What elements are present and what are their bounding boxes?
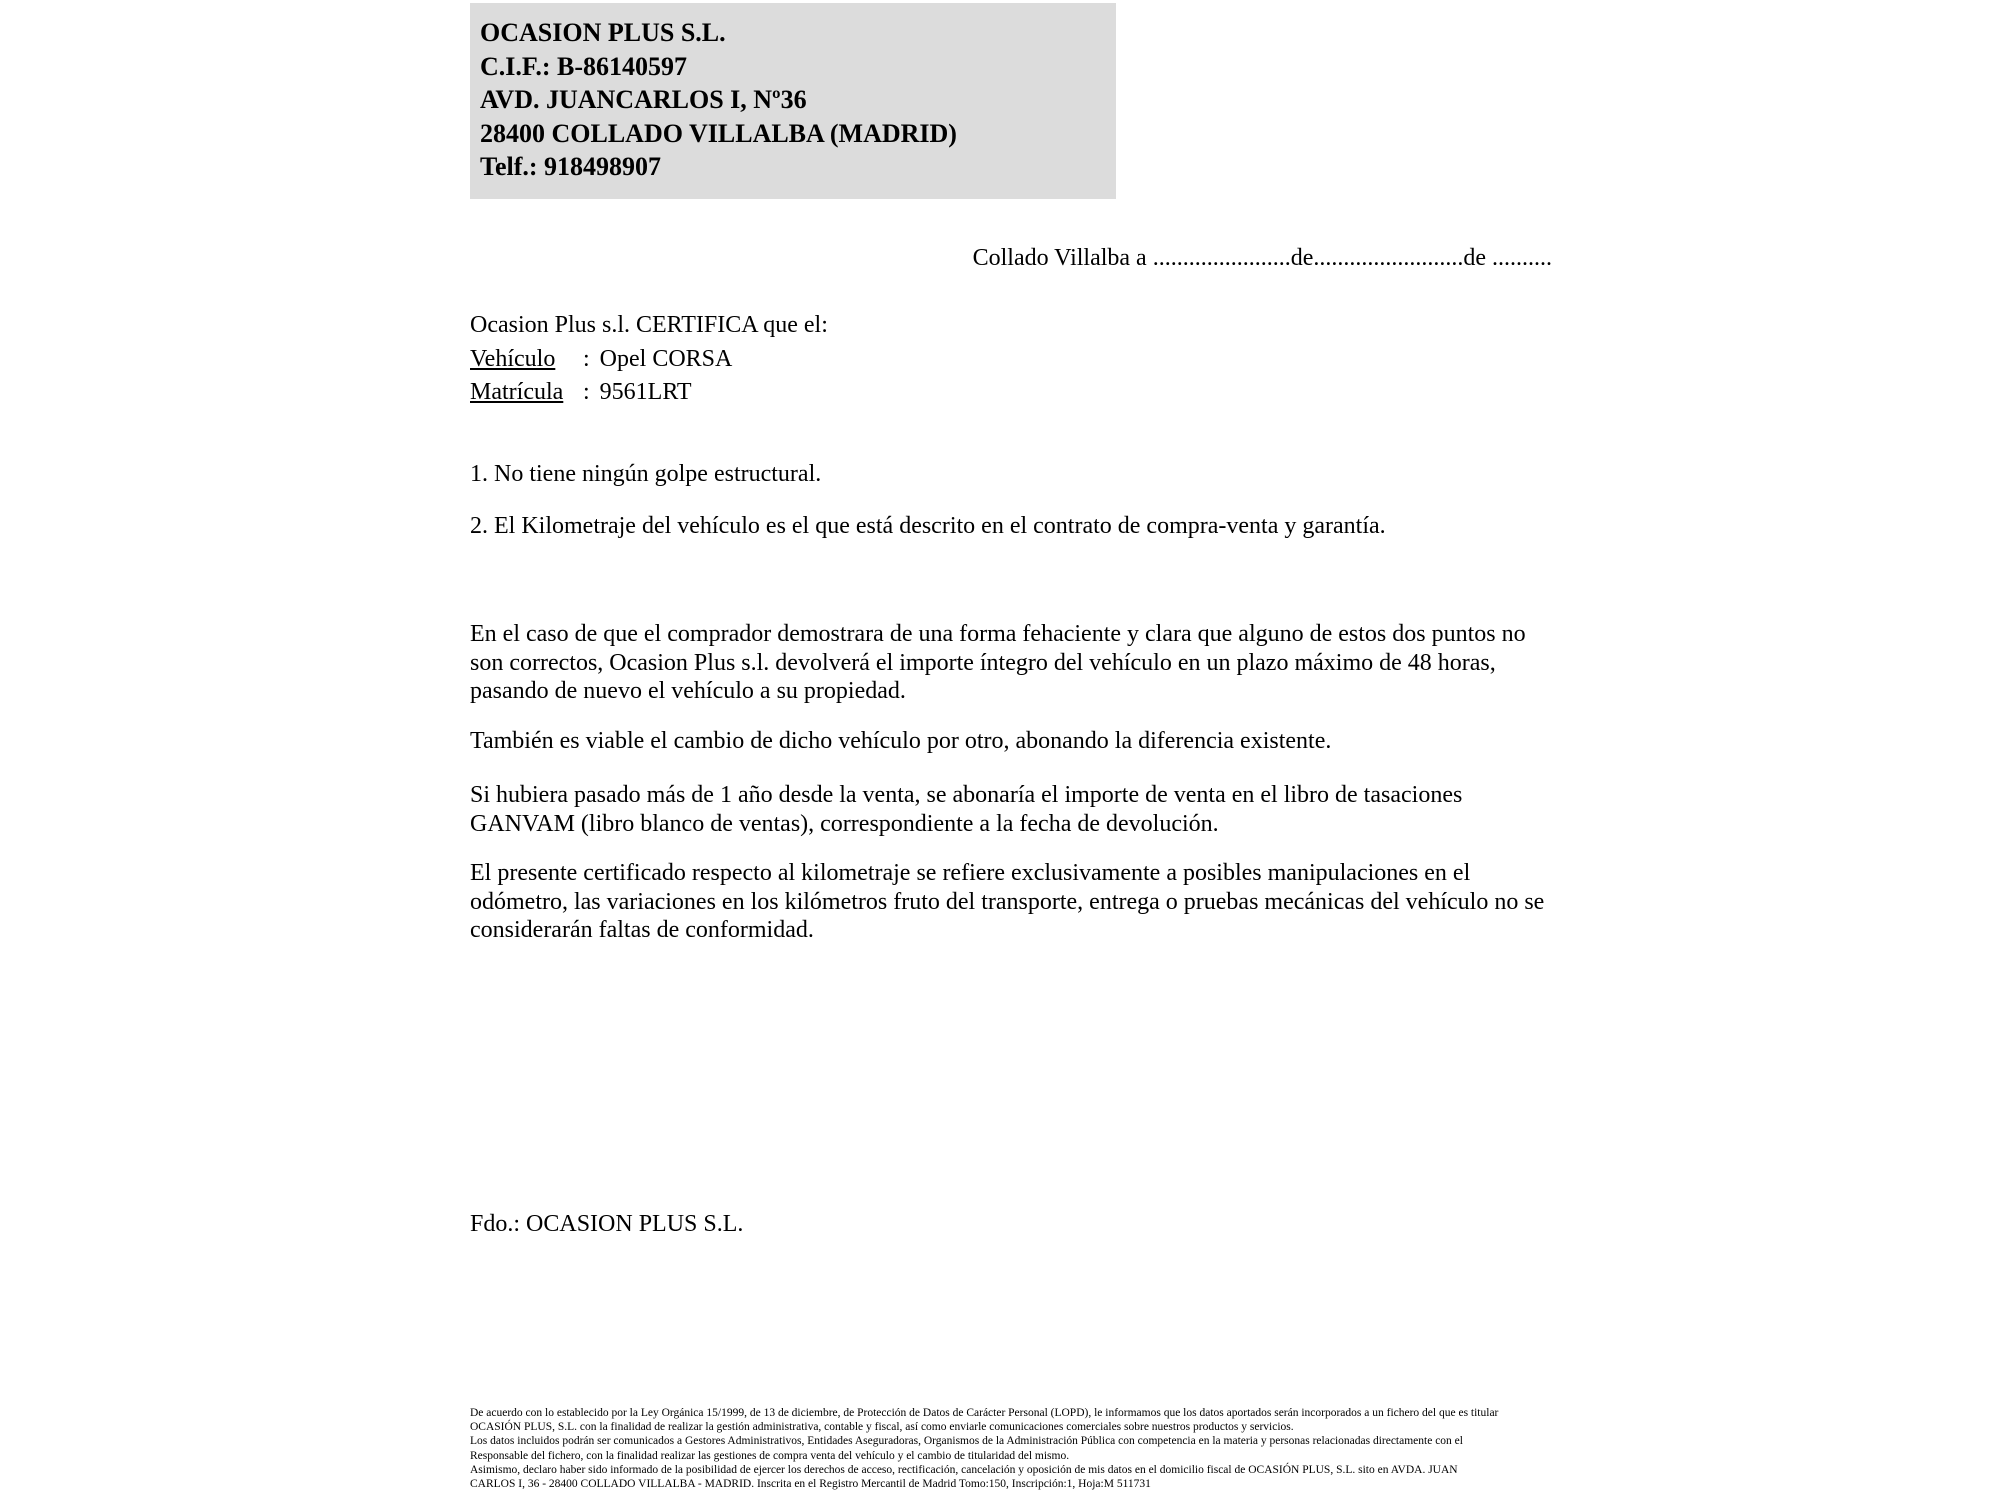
vehicle-colon: : [583,345,590,372]
vehicle-value: Opel CORSA [599,345,733,372]
statement-mileage: 2. El Kilometraje del vehículo es el que está descrito en el contrato de compra-venta y garantía. [470,513,1386,539]
legal-footer [470,1406,1770,1491]
company-city: 28400 COLLADO VILLALBA (MADRID) [480,118,957,148]
paragraph-ganvam-valuation: Si hubiera pasado más de 1 año desde la venta, se abonaría el importe de venta en el libro de tasaciones GANVAM (libro blanco de ventas), correspondiente a la fecha de devolución. [470,782,1463,837]
company-cif: C.I.F.: B-86140597 [480,51,688,81]
certify-heading: Ocasion Plus s.l. CERTIFICA que el: [470,312,828,338]
legal-footer-line: Los datos incluidos podrán ser comunicados a Gestores Administrativos, Entidades Aseguradoras, Organismos de la Administración Pública con competencia en la materia y personas relacionadas directamente con el [470,1435,1463,1448]
vehicle-label: Vehículo [470,345,556,372]
legal-footer-line: CARLOS I, 36 - 28400 COLLADO VILLALBA - MADRID. Inscrita en el Registro Mercantil de Madrid Tomo:150, Inscripción:1, Hoja:M 511731 [470,1478,1151,1491]
company-header [470,3,1116,199]
plate-row [470,376,1552,410]
paragraph-refund-policy: En el caso de que el comprador demostrara de una forma fehaciente y clara que alguno de estos dos puntos no son correctos, Ocasion Plus s.l. devolverá el importe íntegro del vehículo en un plazo máximo de 48 horas, pasando de nuevo el vehículo a su propiedad. [470,621,1526,704]
company-name: OCASION PLUS S.L. [480,18,726,47]
legal-footer-line: Responsable del fichero, con la finalidad realizar las gestiones de compra venta del vehículo y el cambio de titularidad del mismo. [470,1449,1070,1462]
plate-label: Matrícula [470,379,564,405]
company-phone: Telf.: 918498907 [480,152,662,181]
paragraph-exchange-option: También es viable el cambio de dicho vehículo por otro, abonando la diferencia existente. [470,728,1332,754]
vehicle-row [470,343,1552,377]
paragraph-odometer-disclaimer: El presente certificado respecto al kilometraje se refiere exclusivamente a posibles manipulaciones en el odómetro, las variaciones en los kilómetros fruto del transporte, entrega o pruebas mecánicas del vehículo no se considerarán faltas de conformidad. [470,860,1545,943]
date-place-line: Collado Villalba a .......................de.........................de .......... [972,245,1552,271]
plate-colon: : [583,379,590,405]
plate-value: 9561LRT [599,379,692,405]
legal-footer-line: Asimismo, declaro haber sido informado de la posibilidad de ejercer los derechos de acceso, rectificación, cancelación y oposición de mis datos en el domicilio fiscal de OCASIÓN PLUS, S.L. sito en AVDA. JUAN [470,1463,1458,1476]
certification-block [470,309,1552,410]
company-address: AVD. JUANCARLOS I, Nº36 [480,85,807,114]
legal-footer-line: De acuerdo con lo establecido por la Ley Orgánica 15/1999, de 13 de diciembre, de Protección de Datos de Carácter Personal (LOPD), le informamos que los datos aportados serán incorporados a un fichero del que es titular [470,1407,1499,1419]
signature-line: Fdo.: OCASION PLUS S.L. [470,1211,744,1237]
legal-footer-line: OCASIÓN PLUS, S.L. con la finalidad de realizar la gestión administrativa, contable y fiscal, así como enviarle comunicaciones comerciales sobre nuestros productos y servicios. [470,1421,1294,1434]
statement-no-structural-damage: 1. No tiene ningún golpe estructural. [470,461,822,487]
